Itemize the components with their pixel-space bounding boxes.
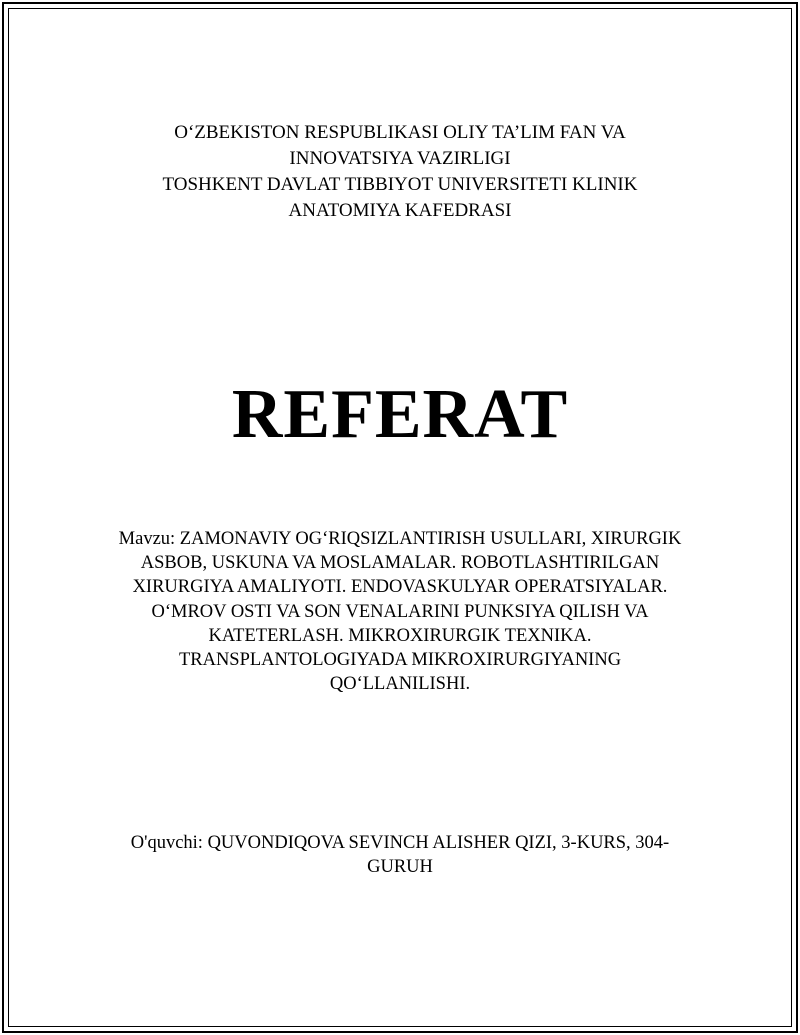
header-line-2: INNOVATSIYA VAZIRLIGI: [289, 148, 511, 169]
document-title: REFERAT: [231, 376, 569, 453]
header-line-3: TOSHKENT DAVLAT TIBBIYOT UNIVERSITETI KLINIK: [162, 174, 638, 195]
institution-header: [100, 120, 700, 224]
student-info: O'quvchi: QUVONDIQOVA SEVINCH ALISHER QIZI, 3-KURS, 304-GURUH: [130, 833, 670, 878]
topic-paragraph: Mavzu: ZAMONAVIY OG‘RIQSIZLANTIRISH USULLARI, XIRURGIK ASBOB, USKUNA VA MOSLAMALAR. ROBOTLASHTIRILGAN XIRURGIYA AMALIYOTI. ENDOVASKULYAR OPERATSIYALAR. O‘MROV OSTI VA SON VENALARINI PUNKSIYA QILISH VA KATETERLASH. MIKROXIRURGIK TEXNIKA. TRANSPLANTOLOGIYADA MIKROXIRURGIYANING QO‘LLANILISHI.: [118, 529, 682, 695]
header-line-4: ANATOMIYA KAFEDRASI: [288, 200, 512, 221]
header-line-1: O‘ZBEKISTON RESPUBLIKASI OLIY TA’LIM FAN VA: [174, 122, 626, 143]
